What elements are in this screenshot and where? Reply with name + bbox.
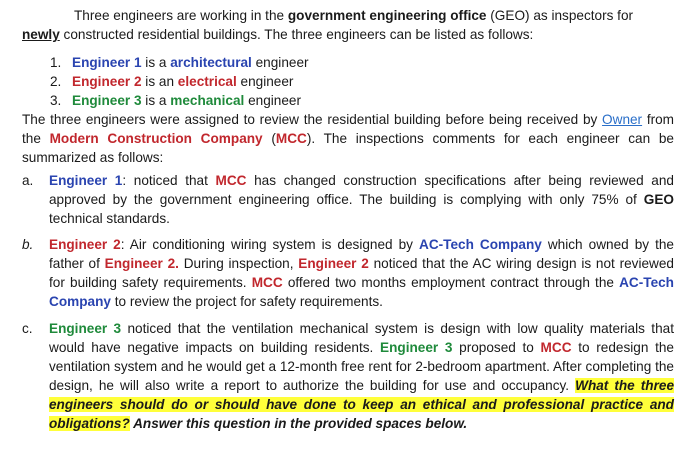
- item-text: noticed that the AC wiring design is not reviewed for building safety requirements.: [49, 255, 674, 290]
- intro-text-1: Three engineers are working in the: [74, 8, 288, 23]
- assign-text-2: from the: [22, 112, 675, 146]
- item-text: During inspection,: [178, 255, 299, 271]
- item-marker: a.: [22, 173, 34, 188]
- engineer-name: Engineer 1: [49, 173, 123, 188]
- assignment-paragraph: [22, 111, 674, 168]
- item-text: : Air conditioning wiring system is designed by: [120, 237, 419, 252]
- engineer-name: Engineer 2: [72, 73, 142, 89]
- owner-link[interactable]: Owner: [602, 112, 643, 127]
- newly-word: newly: [22, 26, 60, 42]
- item-text: to review the project for safety requirements.: [110, 293, 383, 309]
- company-name: AC-Tech Company: [49, 274, 674, 309]
- geo-acronym: GEO: [643, 191, 674, 207]
- engineer-name: Engineer 2: [49, 237, 121, 252]
- intro-text-3: constructed residential buildings. The three engineers can be listed as follows:: [59, 26, 534, 42]
- list-text: engineer: [244, 92, 301, 108]
- item-a: [22, 172, 674, 229]
- list-text: engineer: [251, 55, 309, 70]
- list-text: engineer: [236, 73, 294, 89]
- engineer-name: Engineer 2.: [104, 255, 179, 271]
- item-text: noticed that the ventilation mechanical system is design with low quality materials that would have negative impacts on building residents.: [49, 321, 674, 355]
- assign-text-1: The three engineers were assigned to review the residential building before being received by: [22, 112, 603, 127]
- engineer-list-item: [50, 73, 309, 92]
- item-c: [22, 320, 674, 433]
- item-marker: c.: [22, 321, 33, 336]
- engineer-list-item: [50, 92, 309, 111]
- item-text: offered two months employment contract through the: [282, 274, 620, 290]
- item-b: [22, 236, 674, 312]
- engineer-role: mechanical: [170, 92, 245, 108]
- item-text: technical standards.: [49, 210, 170, 226]
- list-number: 2.: [50, 73, 62, 89]
- engineer-name: Engineer 3: [72, 92, 142, 108]
- list-number: 3.: [50, 92, 62, 108]
- answer-instruction: Answer this question in the provided spaces below.: [129, 415, 468, 431]
- assign-text-4: ). The inspections comments for each engineer can be summarized as follows:: [22, 130, 674, 165]
- list-text: is an: [141, 73, 178, 89]
- assign-text-3: (: [262, 130, 276, 146]
- engineer-list: [50, 54, 309, 111]
- item-marker: b.: [22, 237, 34, 252]
- engineer-name: Engineer 1: [72, 55, 142, 70]
- engineer-role: electrical: [177, 73, 237, 89]
- intro-paragraph: [22, 7, 674, 45]
- geo-full-name: government engineering office: [287, 8, 487, 23]
- item-c-text: [49, 320, 674, 433]
- engineer-role: architectural: [170, 55, 252, 70]
- mcc-acronym: MCC: [275, 130, 307, 146]
- mcc-acronym: MCC: [251, 274, 283, 290]
- item-text: proposed to: [452, 339, 541, 355]
- company-name: AC-Tech Company: [419, 237, 542, 252]
- item-text: to redesign the ventilation system and he would get a 12-month free rent for 2-bedroom apartment. After completing the design, he will also write a report to authorize the building for use and occupancy.: [49, 339, 674, 393]
- mcc-acronym: MCC: [540, 339, 572, 355]
- item-b-text: [49, 236, 674, 312]
- item-text: : noticed that: [122, 173, 216, 188]
- list-number: 1.: [50, 55, 62, 70]
- item-text: which owned by the father of: [49, 237, 674, 271]
- company-name: Modern Construction Company: [49, 130, 263, 146]
- item-a-text: [49, 172, 674, 229]
- intro-text-2: (GEO) as inspectors for: [486, 8, 634, 23]
- list-text: is a: [141, 55, 171, 70]
- list-text: is a: [141, 92, 171, 108]
- mcc-acronym: MCC: [215, 173, 247, 188]
- engineer-name: Engineer 3: [380, 339, 453, 355]
- engineer-name: Engineer 2: [298, 255, 369, 271]
- engineer-list-item: [50, 54, 309, 73]
- engineer-name: Engineer 3: [49, 321, 122, 336]
- highlighted-question: What the three engineers should do or should have done to keep an ethical and professional practice and obligations?: [49, 377, 675, 431]
- item-text: has changed construction specifications after being reviewed and approved by the government engineering office. The building is complying with only 75% of: [49, 173, 674, 207]
